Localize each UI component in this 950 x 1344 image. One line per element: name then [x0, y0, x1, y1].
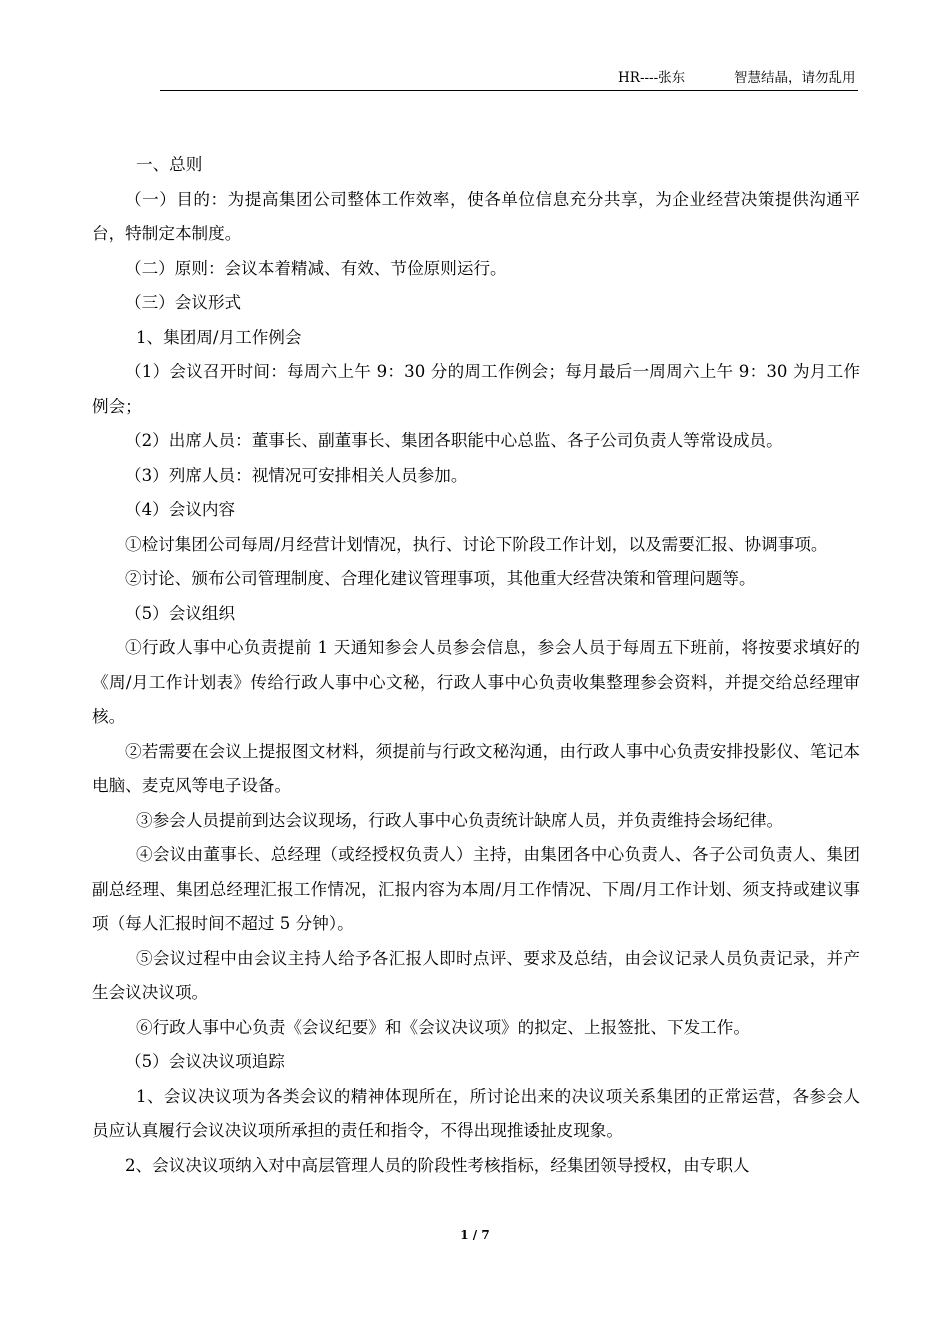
subheading-weekly-monthly-meeting: 1、集团周/月工作例会: [136, 327, 302, 347]
paragraph-organization-item: ②若需要在会议上提报图文材料，须提前与行政文秘沟通，由行政人事中心负责安排投影仪、笔记本电脑、麦克风等电子设备。: [92, 741, 860, 795]
subheading-meeting-form: （三）会议形式: [125, 293, 242, 312]
paragraph-organization-item: ③参会人员提前到达会议现场，行政人事中心负责统计缺席人员，并负责维持会场纪律。: [136, 810, 784, 830]
paragraph-tracking-item: 1、会议决议项为各类会议的精神体现所在，所讨论出来的决议项关系集团的正常运营，各参会人员应认真履行会议决议项所承担的责任和指令，不得出现推诿扯皮现象。: [92, 1086, 860, 1140]
paragraph-tracking-item: 2、会议决议项纳入对中高层管理人员的阶段性考核指标，经集团领导授权，由专职人: [125, 1155, 750, 1175]
document-body: [92, 148, 860, 1183]
paragraph-content-item: ②讨论、颁布公司管理制度、合理化建议管理事项，其他重大经营决策和管理问题等。: [125, 569, 756, 588]
paragraph-purpose: （一）目的：为提高集团公司整体工作效率，使各单位信息充分共享，为企业经营决策提供沟通平台，特制定本制度。: [92, 189, 860, 243]
header-motto: 智慧结晶，请勿乱用: [734, 70, 856, 86]
paragraph-principle: （二）原则：会议本着精减、有效、节俭原则运行。: [125, 258, 507, 278]
subheading-meeting-content: （4）会议内容: [125, 500, 236, 519]
subheading-meeting-organization: （5）会议组织: [125, 603, 236, 623]
page-header: [160, 64, 858, 91]
paragraph-organization-item: ⑤会议过程中由会议主持人给予各汇报人即时点评、要求及总结，由会议记录人员负责记录，并产生会议决议项。: [92, 948, 860, 1002]
paragraph-organization-item: ④会议由董事长、总经理（或经授权负责人）主持，由集团各中心负责人、各子公司负责人、集团副总经理、集团总经理汇报工作情况，汇报内容为本周/月工作情况、下周/月工作计划、须支持或建议事项（每人汇报时间不超过 5 分钟）。: [92, 845, 860, 933]
paragraph-observers: （3）列席人员：视情况可安排相关人员参加。: [125, 465, 468, 485]
paragraph-organization-item: ①行政人事中心负责提前 1 天通知参会人员参会信息，参会人员于每周五下班前，将按要求填好的《周/月工作计划表》传给行政人事中心文秘，行政人事中心负责收集整理参会资料，并提交给总经理审核。: [92, 638, 860, 726]
paragraph-meeting-time: （1）会议召开时间：每周六上午 9：30 分的周工作例会；每月最后一周周六上午 9：30 为月工作例会；: [92, 362, 860, 416]
paragraph-attendees: （2）出席人员：董事长、副董事长、集团各职能中心总监、各子公司负责人等常设成员。: [125, 431, 783, 450]
header-author: HR----张东: [618, 70, 686, 86]
page-number: 1 / 7: [460, 1228, 490, 1242]
paragraph-content-item: ①检讨集团公司每周/月经营计划情况，执行、讨论下阶段工作计划，以及需要汇报、协调事项。: [125, 534, 828, 554]
paragraph-organization-item: ⑥行政人事中心负责《会议纪要》和《会议决议项》的拟定、上报签批、下发工作。: [136, 1017, 750, 1037]
section-heading-general: 一、总则: [136, 155, 203, 174]
subheading-resolution-tracking: （5）会议决议项追踪: [125, 1052, 285, 1071]
